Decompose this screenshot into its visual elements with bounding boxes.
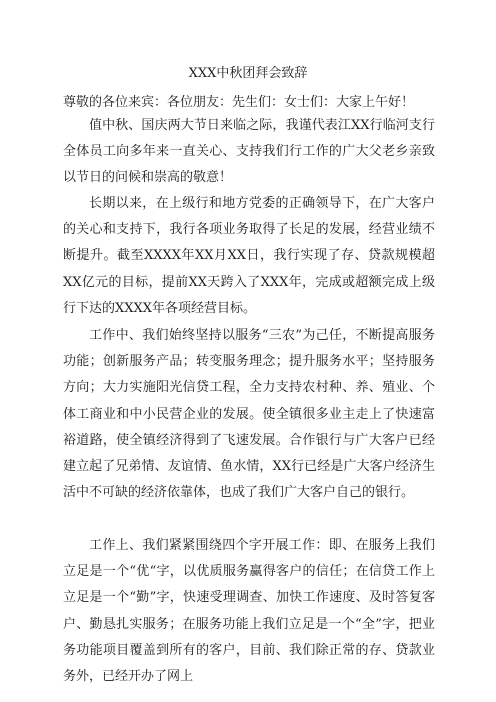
- salutation-paragraph: 尊敬的各位来宾：各位朋友：先生们：女士们：大家上午好！: [63, 95, 415, 110]
- document-title: XXX中秋团拜会致辞: [188, 66, 308, 81]
- work-paragraph: 工作上、我们紧紧围绕四个字开展工作：即、在服务上我们立足是一个“优“字，以优质服务赢得客户的信任；在信贷工作上立足是一个“勤”字，快速受理调查、加快工作速度、及时答复客户、勤恳扎实服务；在服务功能上我们立足是一个“全”字，把业务功能项目覆盖到所有的客户，目前、我们除正常的存、贷款业务外，已经开办了网上: [63, 538, 435, 685]
- greeting-paragraph: 值中秋、国庆两大节日来临之际，我谨代表江XX行临河支行全体员工向多年来一直关心、支持我们行工作的广大父老乡亲致以节日的问候和崇高的敬意！: [63, 118, 435, 186]
- achievement-paragraph: 长期以来，在上级行和地方党委的正确领导下，在广大客户的关心和支持下，我行各项业务取得了长足的发展，经营业绩不断提升。截至XXXX年XX月XX日，我行实现了存、贷款规模超XX亿元的目标，提前XX天跨入了XXX年，完成或超额完成上级行下达的XXXX年各项经营目标。: [63, 196, 435, 316]
- service-paragraph: 工作中、我们始终坚持以服务“三农”为己任，不断提高服务功能；创新服务产品；转变服务理念；提升服务水平；坚持服务方向；大力实施阳光信贷工程，全力支持农村种、养、殖业、个体工商业和中小民营企业的发展。使全镇很多业主走上了快速富裕道路，使全镇经济得到了飞速发展。合作银行与广大客户已经建立起了兄弟情、友谊情、鱼水情，XX行已经是广大客户经济生活中不可缺的经济依靠体，也成了我们广大客户自己的银行。: [63, 328, 435, 501]
